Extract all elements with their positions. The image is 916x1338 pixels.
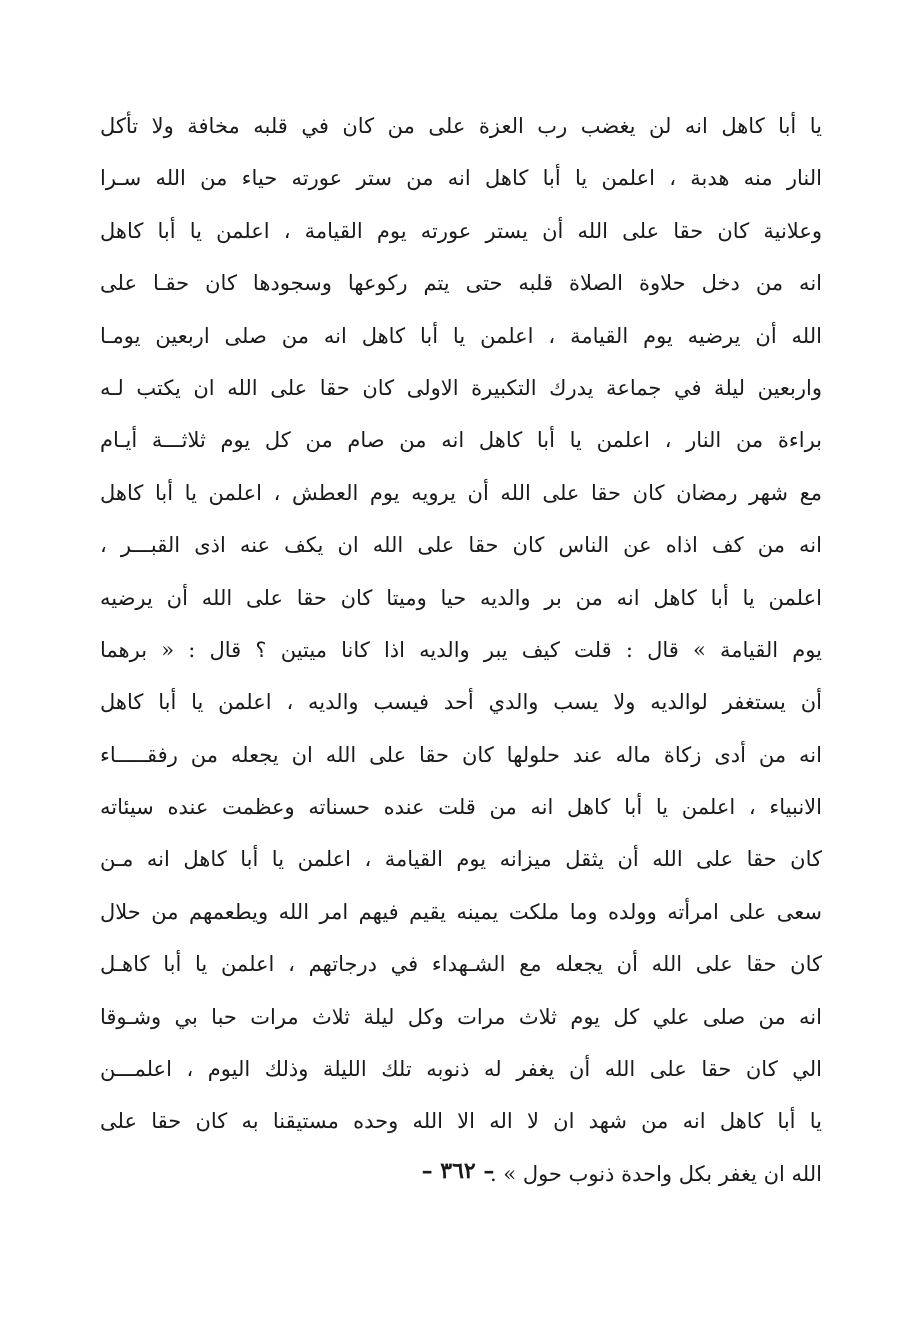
text-line: النار منه هدبة ، اعلمن يا أبا كاهل انه من ستر عورته حياء من الله سـرا (100, 166, 822, 191)
text-line: انه من كف اذاه عن الناس كان حقا على الله ان يكف عنه اذى القبـــر ، (100, 533, 822, 558)
text-line: سعى على امرأته وولده وما ملكت يمينه يقيم فيهم امر الله ويطعمهم من حلال (100, 899, 822, 924)
text-line: انه من دخل حلاوة الصلاة قلبه حتى يتم ركوعها وسجودها كان حقـا على (100, 271, 822, 296)
text-line: يوم القيامة » قال : قلت كيف يبر والديه اذا كانا ميتين ؟ قال : « برهما (100, 637, 822, 662)
text-line: واربعين ليلة في جماعة يدرك التكبيرة الاولى كان حقا على الله ان يكتب لـه (100, 375, 822, 400)
text-line: يا أبا كاهل انه لن يغضب رب العزة على من كان في قلبه مخافة ولا تأكل (100, 114, 822, 138)
text-line: الانبياء ، اعلمن يا أبا كاهل انه من قلت عنده حسناته وعظمت عنده سيئاته (100, 795, 822, 820)
text-line: كان حقا على الله أن يثقل ميزانه يوم القيامة ، اعلمن يا أبا كاهل انه مـن (100, 847, 822, 872)
text-line: كان حقا على الله أن يجعله مع الشـهداء في درجاتهم ، اعلمن يا أبا كاهـل (100, 952, 822, 977)
text-line: الي كان حقا على الله أن يغفر له ذنوبه تلك الليلة وذلك اليوم ، اعلمـــن (100, 1057, 822, 1082)
text-line: يا أبا كاهل انه من شهد ان لا اله الا الله وحده مستيقنا به كان حقا على (100, 1109, 822, 1134)
page-number: – ٣٦٢ – (421, 1158, 495, 1184)
text-line: انه من أدى زكاة ماله عند حلولها كان حقا على الله ان يجعله من رفقـــــاء (100, 742, 822, 767)
text-line: براءة من النار ، اعلمن يا أبا كاهل انه من صام من كل يوم ثلاثـــة أيـام (100, 428, 822, 453)
text-line: أن يستغفر لوالديه ولا يسب والدي أحد فيسب والديه ، اعلمن يا أبا كاهل (100, 690, 822, 715)
body-text (100, 100, 822, 1200)
text-line: الله أن يرضيه يوم القيامة ، اعلمن يا أبا كاهل انه من صلى اربعين يومـا (100, 323, 822, 348)
text-line: اعلمن يا أبا كاهل انه من بر والديه حيا وميتا كان حقا على الله أن يرضيه (100, 585, 822, 610)
text-line: مع شهر رمضان كان حقا على الله أن يرويه يوم العطش ، اعلمن يا أبا كاهل (100, 480, 822, 505)
text-line: وعلانية كان حقا على الله أن يستر عورته يوم القيامة ، اعلمن يا أبا كاهل (100, 218, 822, 243)
text-line-last: الله ان يغفر بكل واحدة ذنوب حول » . (489, 1161, 822, 1186)
text-line: انه من صلى علي كل يوم ثلاث مرات وكل ليلة ثلاث مرات حبا بي وشـوقا (100, 1004, 822, 1029)
